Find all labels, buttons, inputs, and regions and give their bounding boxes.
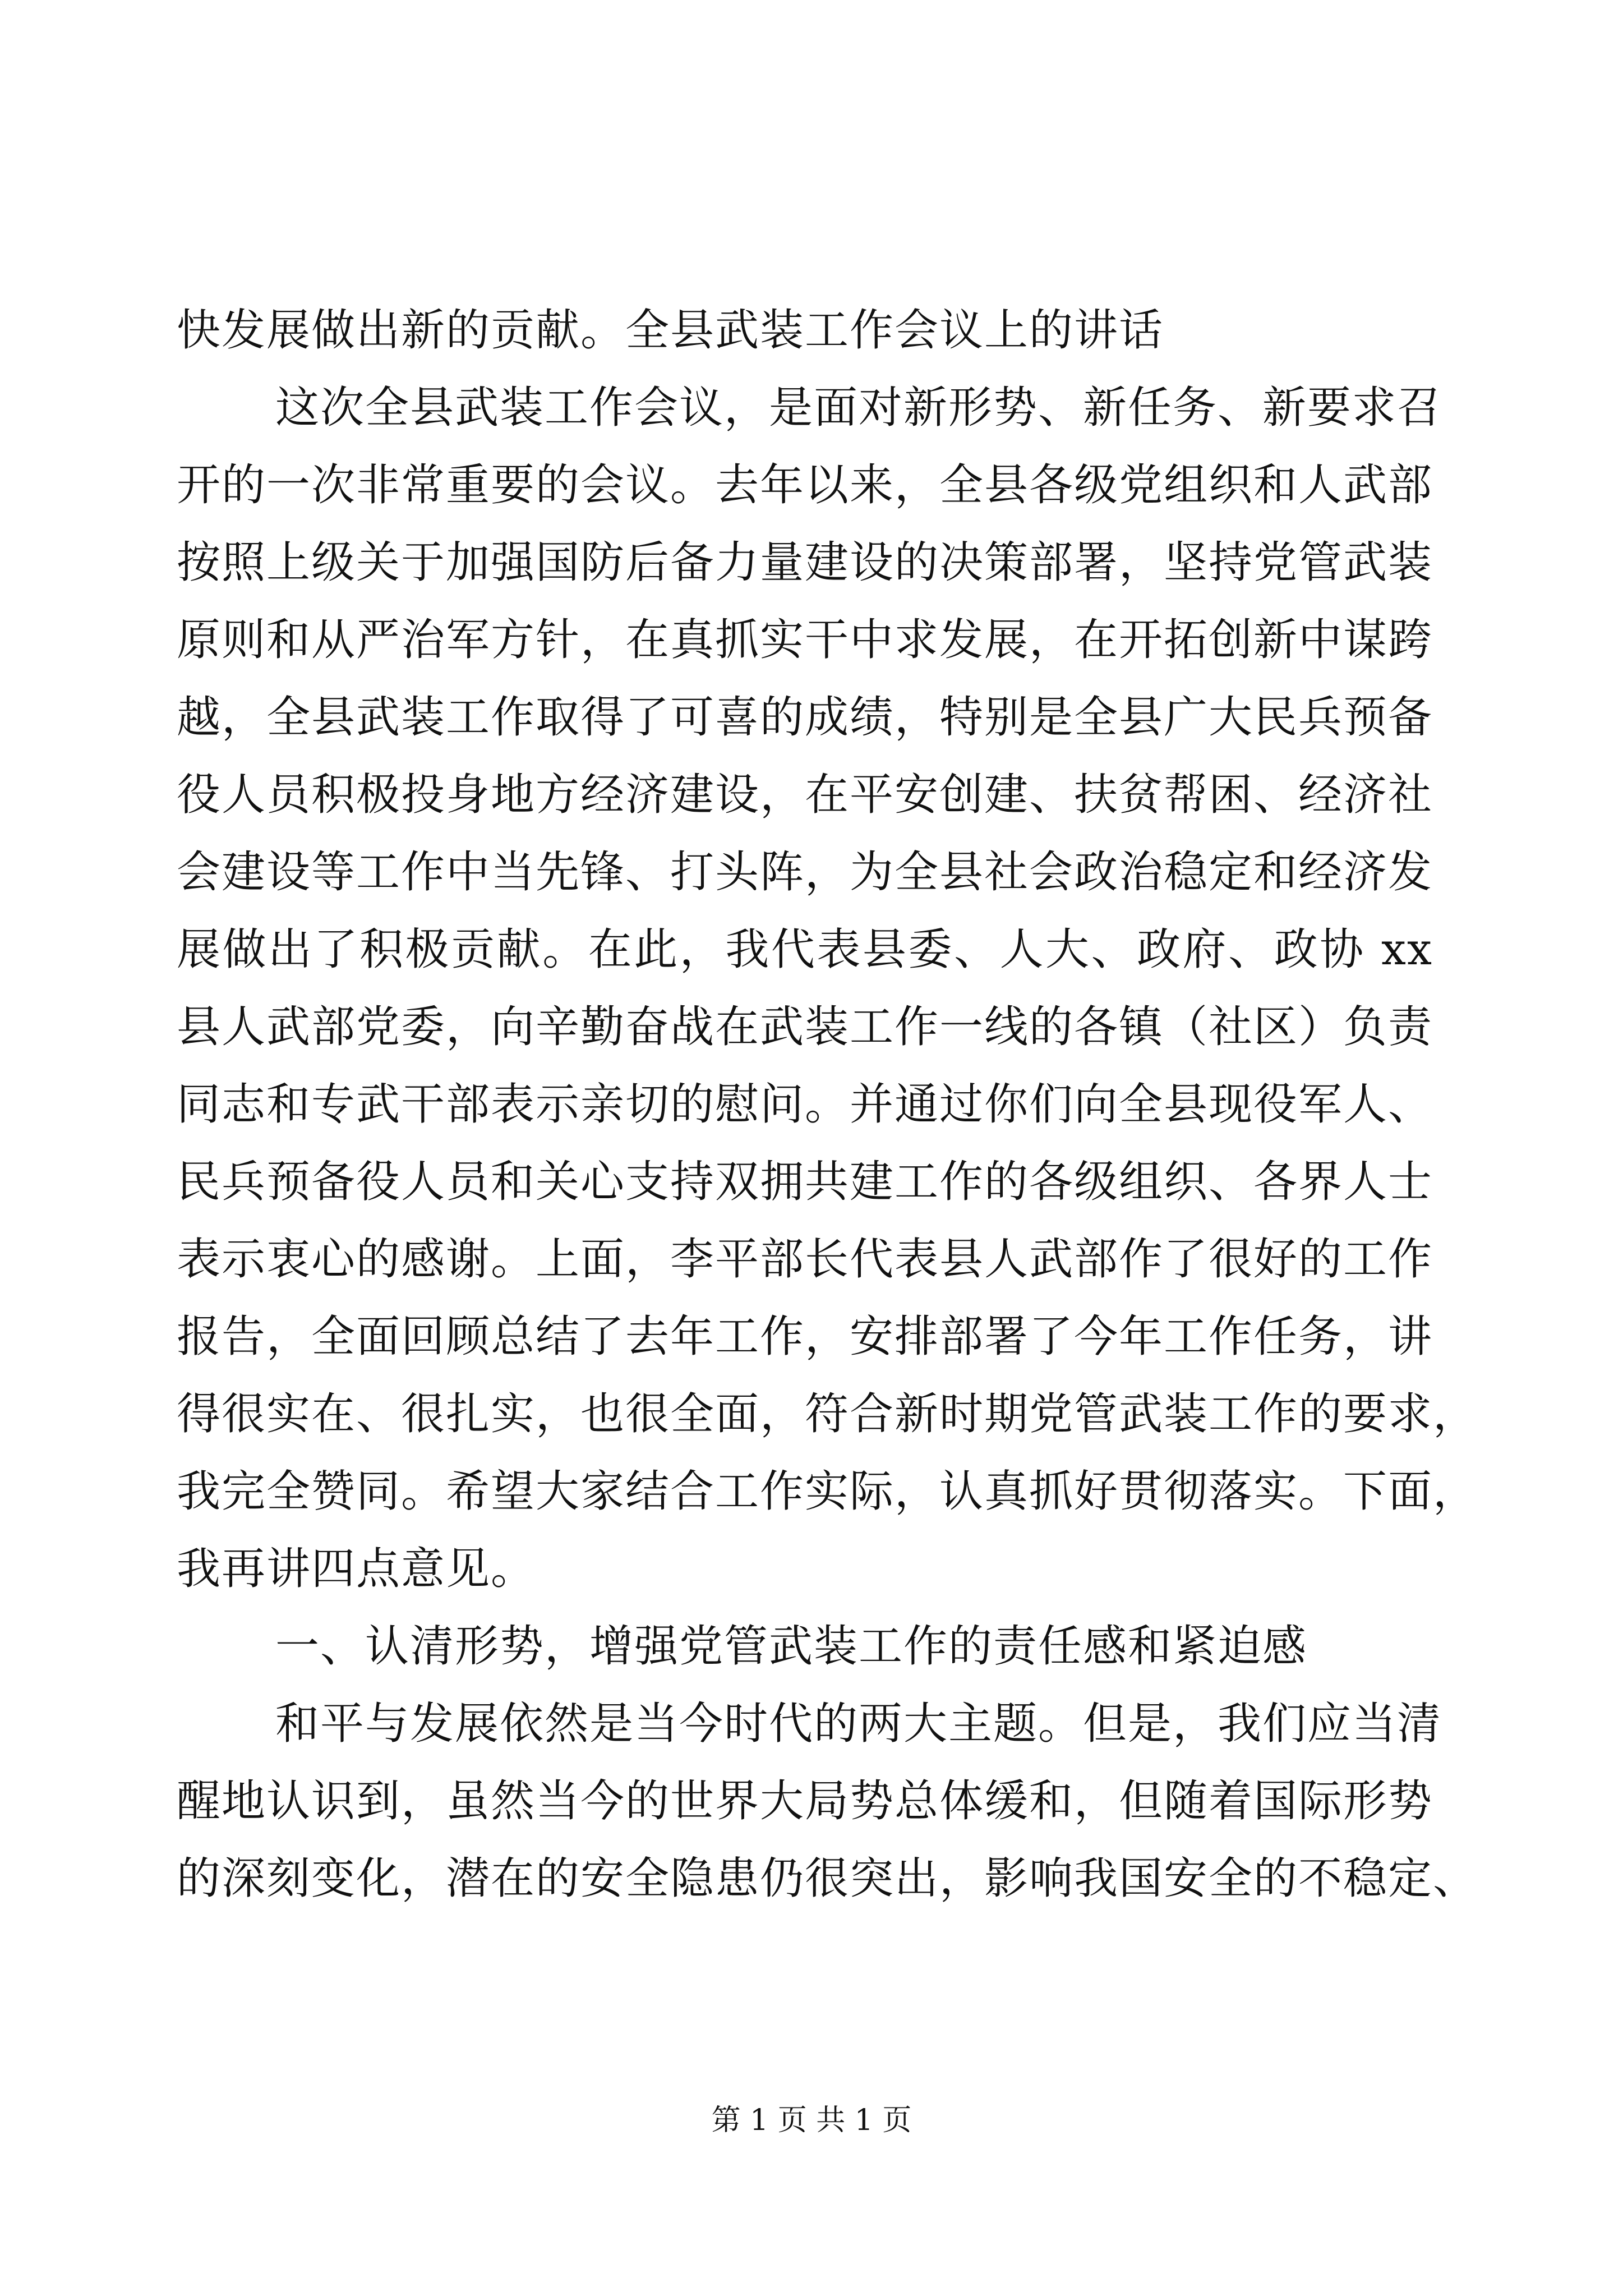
text-line: 役人员积极投身地方经济建设，在平安创建、扶贫帮困、经济社 [177, 770, 1433, 820]
text-line: 快发展做出新的贡献。全县武装工作会议上的讲话 [177, 305, 1164, 356]
text-line: 按照上级关于加强国防后备力量建设的决策部署，坚持党管武装 [177, 537, 1433, 588]
text-line: 原则和从严治军方针，在真抓实干中求发展，在开拓创新中谋跨 [177, 615, 1433, 665]
text-line: 醒地认识到，虽然当今的世界大局势总体缓和，但随着国际形势 [177, 1776, 1433, 1826]
page-number-footer: 第 1 页 共 1 页 [711, 2104, 912, 2137]
text-line: 报告，全面回顾总结了去年工作，安排部署了今年工作任务，讲 [177, 1312, 1433, 1362]
document-body [177, 292, 1478, 1917]
text-line: 和平与发展依然是当今时代的两大主题。但是，我们应当清 [275, 1699, 1442, 1749]
text-line: 开的一次非常重要的会议。去年以来，全县各级党组织和人武部 [177, 460, 1433, 510]
text-line: 同志和专武干部表示亲切的慰问。并通过你们向全县现役军人、 [177, 1079, 1433, 1130]
text-line: 县人武部党委，向辛勤奋战在武装工作一线的各镇（社区）负责 [177, 1002, 1433, 1052]
text-line: 会建设等工作中当先锋、打头阵，为全县社会政治稳定和经济发 [177, 847, 1433, 898]
text-line: 我再讲四点意见。 [177, 1544, 536, 1594]
text-line: 表示衷心的感谢。上面，李平部长代表县人武部作了很好的工作 [177, 1234, 1433, 1285]
text-line: 我完全赞同。希望大家结合工作实际，认真抓好贯彻落实。下面， [177, 1466, 1478, 1517]
text-line: 的深刻变化，潜在的安全隐患仍很突出，影响我国安全的不稳定、 [177, 1853, 1478, 1904]
text-line: 展做出了积极贡献。在此，我代表县委、人大、政府、政协 xx [177, 924, 1433, 975]
text-line: 得很实在、很扎实，也很全面，符合新时期党管武装工作的要求， [177, 1389, 1478, 1439]
text-line: 这次全县武装工作会议，是面对新形势、新任务、新要求召 [275, 383, 1442, 433]
text-line: 越，全县武装工作取得了可喜的成绩，特别是全县广大民兵预备 [177, 692, 1433, 743]
text-line: 民兵预备役人员和关心支持双拥共建工作的各级组织、各界人士 [177, 1157, 1433, 1207]
section-heading: 一、认清形势，增强党管武装工作的责任感和紧迫感 [275, 1621, 1308, 1672]
